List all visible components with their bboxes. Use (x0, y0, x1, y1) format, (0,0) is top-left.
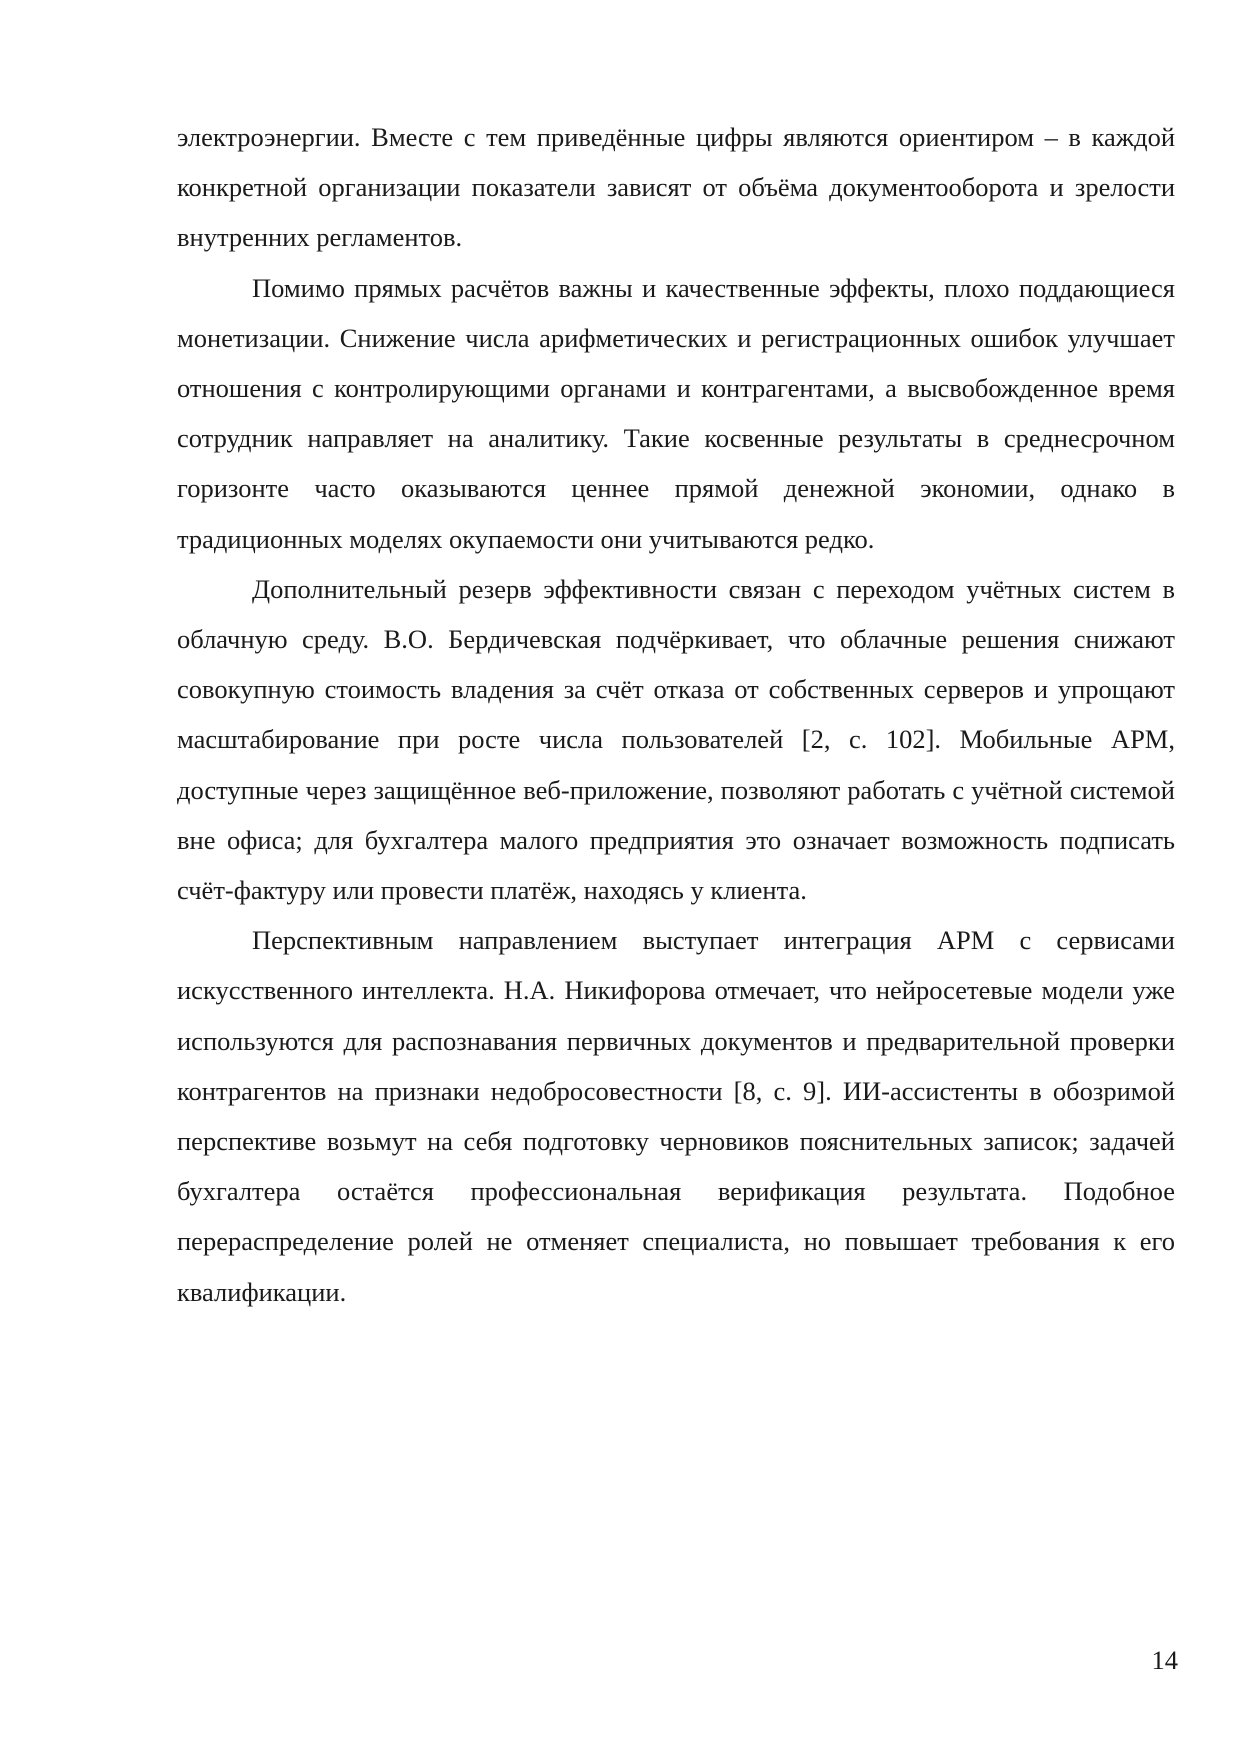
paragraph-3: Дополнительный резерв эффективности связан с переходом учётных систем в облачную среду. В.О. Бердичевская подчёркивает, что облачные решения снижают совокупную стоимость владения за счёт отказа от собственных серверов и упрощают масштабирование при росте числа пользователей [2, с. 102]. Мобильные АРМ, доступные через защищённое веб-приложение, позволяют работать с учётной системой вне офиса; для бухгалтера малого предприятия это означает возможность подписать счёт-фактуру или провести платёж, находясь у клиента. (177, 573, 1175, 906)
paragraph-1: электроэнергии. Вместе с тем приведённые цифры являются ориентиром – в каждой конкретной организации показатели зависят от объёма документооборота и зрелости внутренних регламентов. (177, 122, 1175, 253)
body-text (177, 112, 1175, 1317)
paragraph-4: Перспективным направлением выступает интеграция АРМ с сервисами искусственного интеллекта. Н.А. Никифорова отмечает, что нейросетевые модели уже используются для распознавания первичных документов и предварительной проверки контрагентов на признаки недобросовестности [8, с. 9]. ИИ-ассистенты в обозримой перспективе возьмут на себя подготовку черновиков пояснительных записок; задачей бухгалтера остаётся профессиональная верификация результата. Подобное перераспределение ролей не отменяет специалиста, но повышает требования к его квалификации. (177, 925, 1175, 1307)
page-number: 14 (1151, 1645, 1178, 1675)
paragraph-2: Помимо прямых расчётов важны и качественные эффекты, плохо поддающиеся монетизации. Снижение числа арифметических и регистрационных ошибок улучшает отношения с контролирующими органами и контрагентами, а высвобожденное время сотрудник направляет на аналитику. Такие косвенные результаты в среднесрочном горизонте часто оказываются ценнее прямой денежной экономии, однако в традиционных моделях окупаемости они учитываются редко. (177, 272, 1175, 554)
